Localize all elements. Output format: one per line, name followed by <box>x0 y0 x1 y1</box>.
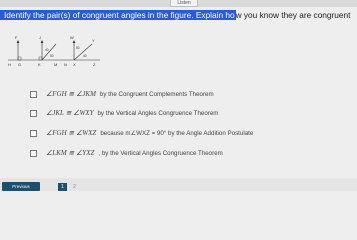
angle-label-3: 50 <box>76 46 80 50</box>
point-label-g: G <box>18 62 22 67</box>
question-prompt <box>0 9 357 21</box>
answer-choice[interactable] <box>30 127 350 139</box>
answer-choice[interactable] <box>30 107 350 119</box>
choice-reason: because m∠WXZ = 90° by the Angle Addition Postulate <box>100 130 254 137</box>
page-2-button[interactable]: 2 <box>73 184 76 190</box>
point-label-j: J <box>39 35 41 40</box>
right-angle-mark-g <box>18 57 21 60</box>
choice-statement: ∠FGH ≅ ∠WXZ <box>46 129 97 137</box>
point-label-k: K <box>38 62 41 67</box>
choice-reason: by the Congruent Complements Theorem <box>99 91 214 98</box>
question-selected-text: Identify the pair(s) of congruent angles in the figure. Explain ho <box>0 10 236 20</box>
checkbox[interactable] <box>30 110 37 117</box>
page-1-button[interactable]: 1 <box>58 183 67 191</box>
point-label-n: N <box>64 62 67 67</box>
answer-choice[interactable] <box>30 88 350 100</box>
previous-button[interactable]: Previous <box>2 182 40 191</box>
point-label-z: Z <box>93 62 96 67</box>
choice-statement: ∠LKM ≅ ∠YXZ <box>46 149 95 157</box>
angle-label-1: 40 <box>45 48 49 52</box>
angle-label-4: 40 <box>83 54 87 58</box>
arrow-w <box>73 40 76 43</box>
angle-label-2: 50 <box>50 54 54 58</box>
choice-statement: ∠JKL ≅ ∠WXY <box>46 109 94 117</box>
point-label-m: M <box>54 62 58 67</box>
arrow-f <box>17 40 20 43</box>
choice-statement: ∠FGH ≅ ∠JKM <box>46 90 96 98</box>
bottom-navigation-bar <box>0 178 357 191</box>
choice-reason: , by the Vertical Angles Congruence Theorem <box>98 150 223 157</box>
checkbox[interactable] <box>30 150 37 157</box>
question-rest-text: w you know they are congruent <box>235 10 351 20</box>
point-label-h: H <box>8 62 11 67</box>
point-label-w: W <box>70 35 74 40</box>
listen-button[interactable]: Listen <box>170 0 198 7</box>
point-label-y: Y <box>92 38 95 43</box>
geometry-figure <box>4 30 104 72</box>
right-angle-mark-k <box>39 57 42 60</box>
point-label-x: X <box>73 62 76 67</box>
checkbox[interactable] <box>30 91 37 98</box>
answer-choice[interactable] <box>30 147 350 159</box>
checkbox[interactable] <box>30 130 37 137</box>
figure-ray-kl <box>42 44 56 60</box>
arrow-j <box>41 40 44 43</box>
choice-reason: by the Vertical Angles Congruence Theorem <box>97 110 219 117</box>
point-label-f: F <box>15 35 18 40</box>
